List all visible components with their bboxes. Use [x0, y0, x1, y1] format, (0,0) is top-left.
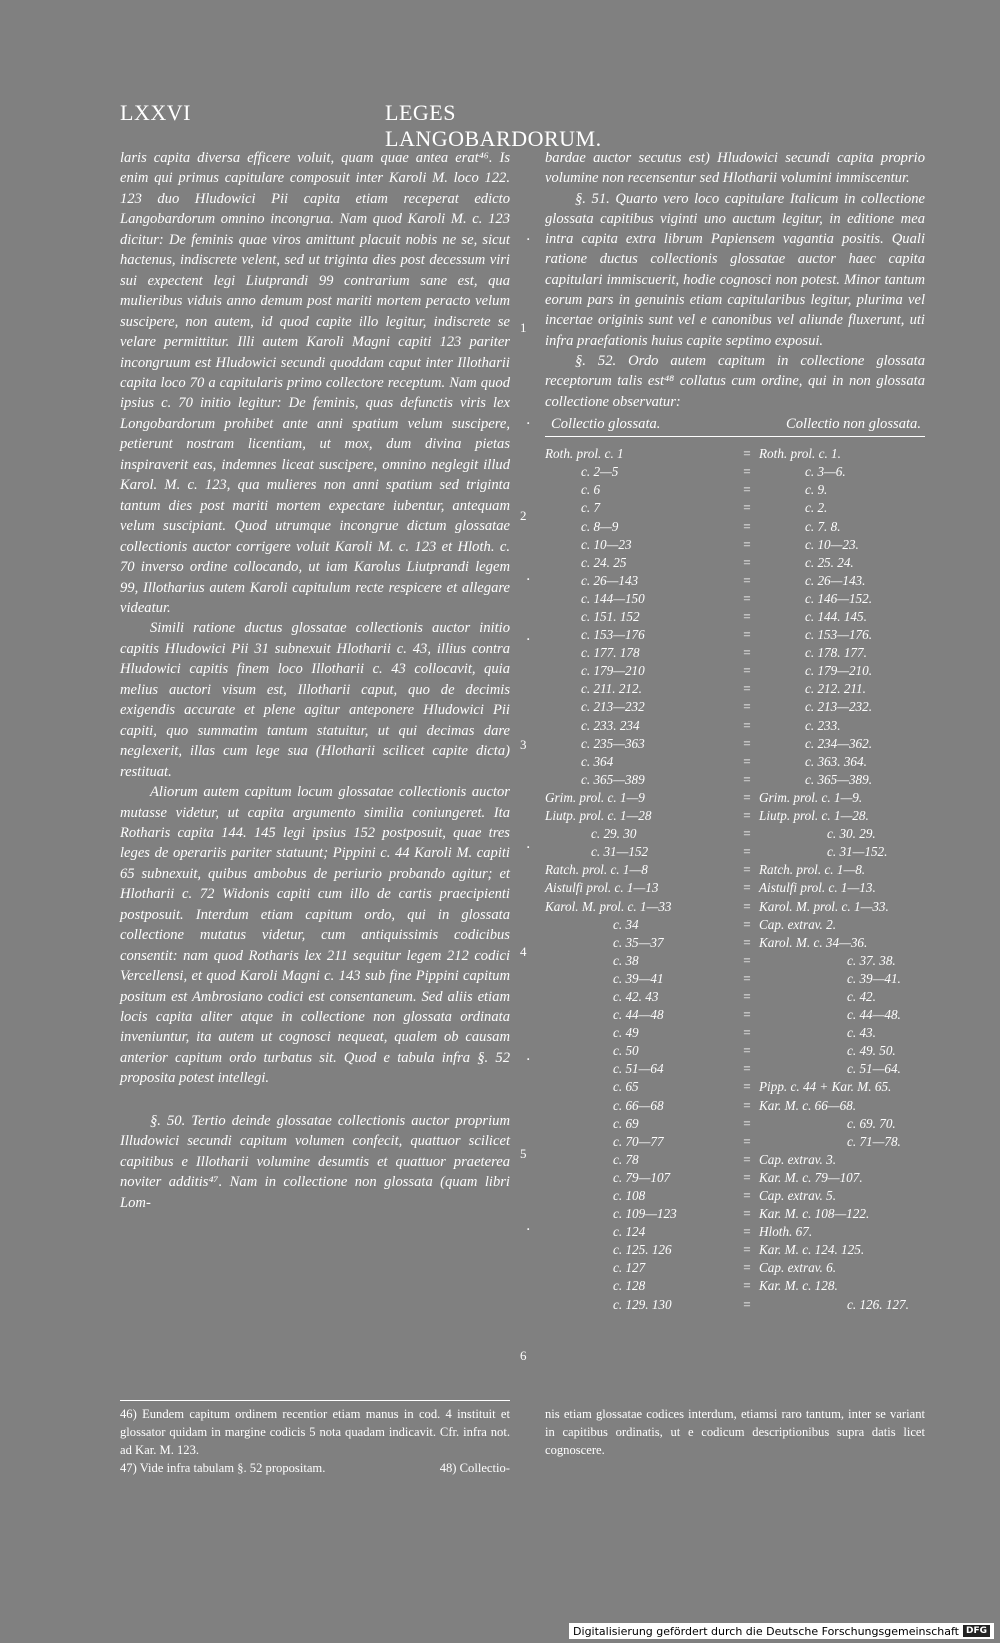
cell-glossata: c. 151. 152 — [581, 609, 640, 624]
equals-sign: = — [743, 1061, 751, 1077]
table-row — [545, 1042, 925, 1060]
collation-table — [545, 445, 925, 1314]
cell-non-glossata: Grim. prol. c. 1—9. — [759, 789, 863, 805]
equals-sign: = — [743, 1079, 751, 1095]
cell-glossata: c. 26—143 — [581, 572, 639, 588]
equals-sign: = — [743, 988, 751, 1004]
cell-glossata: c. 8—9 — [581, 518, 619, 534]
cell-non-glossata: c. 3—6. — [805, 464, 846, 480]
equals-sign: = — [743, 590, 751, 606]
cell-glossata: c. 124 — [613, 1224, 646, 1240]
cell-non-glossata: Kar. M. c. 128. — [759, 1278, 838, 1294]
table-row — [545, 952, 925, 970]
equals-sign: = — [743, 1169, 751, 1185]
cell-non-glossata: c. 7. 8. — [805, 518, 841, 534]
equals-sign: = — [743, 482, 751, 498]
margin-line-numbers: . 1 . 2 . . 3 . 4 . 5 . 6 — [520, 228, 531, 1363]
table-row — [545, 1259, 925, 1277]
cell-glossata: c. 7 — [581, 500, 601, 516]
section-paragraph: §. 52. Ordo autem capitum in collectione glossata receptorum talis est⁴⁸ collatus cum ordine, qui in non glossata collectione observatur: — [545, 352, 925, 410]
equals-sign: = — [743, 717, 751, 733]
equals-sign: = — [743, 554, 751, 570]
equals-sign: = — [743, 572, 751, 588]
margin-number: 4 — [520, 944, 527, 959]
cell-non-glossata: c. 9. — [805, 482, 828, 498]
margin-number: 5 — [520, 1146, 527, 1161]
cell-non-glossata: c. 37. 38. — [847, 952, 896, 968]
cell-glossata: c. 177. 178 — [581, 645, 640, 661]
table-row — [545, 463, 925, 481]
cell-glossata: c. 233. 234 — [581, 717, 640, 733]
table-row — [545, 680, 925, 698]
equals-sign: = — [743, 1242, 751, 1258]
equals-sign: = — [743, 735, 751, 751]
paragraph: laris capita diversa efficere voluit, quam quae antea erat⁴⁶. Is enim qui primus capitulare composuit inter Karoli M. loco 122. 123 duo Hludowici Pii capita etiam receperat edicto Langobardorum omnino incongrua. Nam quod Karoli M. c. 123 dicitur: De feminis quae viros amittunt placuit nobis ne se, sicut hactenus, indiscrete velent, sed ut triginta dies post decessum viri sui expectent legi Liutprandi 99 contrarium sane est, qua mulieribus viduis anno demum post mariti mortem peracto velum suscipere, non autem, id quod capite illo legitur, indiscrete se velare permittitur. Illi autem Karoli Magni capiti 123 pariter incongruum est Hludowici secundi quoddam caput inter Illotharii capita loco 70 a capitularis primo collectore receptum. Nam quod ipsius c. 70 initio legitur: De feminis, quas defunctis viris lex Longobardorum prohibet ante anni spatium velum suscipere, petierunt nostram licentiam, ut mox, dum divina pietas inspiraverit eas, indemnes liceat suscipere, omnino neglegit illud Karol. M. c. 123, qua mulieres non anni spatium sed triginta tantum dies post mariti mortem expectare iubentur, antequam velum suscipiant. Quod utrumque incongrue dictum glossatae collectionis auctor corrigere voluit Karoli M. c. 123 et Hloth. c. 70 inverso ordine collocando, ut iam Karolus Liutprandi legem 99, Illotharius autem Karoli capitulum recte respicere et allegare videatur. — [120, 150, 510, 616]
cell-non-glossata: c. 233. — [805, 717, 841, 733]
equals-sign: = — [743, 862, 751, 878]
equals-sign: = — [743, 627, 751, 643]
cell-glossata: c. 65 — [613, 1079, 639, 1095]
equals-sign: = — [743, 1133, 751, 1149]
equals-sign: = — [743, 518, 751, 534]
right-column — [545, 148, 925, 1314]
equals-sign: = — [743, 681, 751, 697]
cell-glossata: c. 34 — [613, 916, 639, 932]
cell-glossata: c. 235—363 — [581, 735, 645, 751]
margin-number: 2 — [520, 508, 527, 523]
equals-sign: = — [743, 771, 751, 787]
cell-glossata: c. 125. 126 — [613, 1242, 672, 1258]
table-row — [545, 771, 925, 789]
table-row — [545, 898, 925, 916]
footnote-48-continued: nis etiam glossatae codices interdum, etiamsi raro tantum, inter se variant in capitibus ordinatis, ut e codicum descriptionibus supra datis licet cognoscere. — [545, 1407, 925, 1457]
credit-text: Digitalisierung gefördert durch die Deutsche Forschungsgemeinschaft — [573, 1624, 959, 1638]
table-row — [545, 608, 925, 626]
cell-glossata: c. 78 — [613, 1151, 639, 1167]
cell-glossata: c. 364 — [581, 753, 614, 769]
cell-glossata: c. 6 — [581, 482, 601, 498]
section-paragraph: §. 50. Tertio deinde glossatae collectionis auctor proprium Illudowici secundi capitum volumen confecit, quattuor scilicet capitibus e Illotharii volumine desumtis et quattuor praeterea noviter additis⁴⁷. Nam in collectione non glossata (quam libri Lom- — [120, 1112, 510, 1211]
equals-sign: = — [743, 1260, 751, 1276]
page-title: LEGES LANGOBARDORUM. — [385, 100, 602, 151]
paragraph: Simili ratione ductus glossatae collectionis auctor initio capitis Hludowici Pii 31 subnexuit Hlotharii c. 43, illius contra Hludowici capitis finem loco Illotharii c. 43 collocavit, quia melius auctori visum est, Illotharii caput, quo de decimis exigendis accurate et plene agitur anteponere Hludowici Pii capiti, quo summatim tantum statuitur, ut qui decimas dare neglexerit, illas cum lege sua (Hlotharii scilicet capite dicta) restituat. — [120, 620, 510, 780]
cell-glossata: c. 66—68 — [613, 1097, 664, 1113]
running-head — [120, 100, 640, 151]
table-row — [545, 879, 925, 897]
table-row — [545, 1241, 925, 1259]
table-row — [545, 536, 925, 554]
equals-sign: = — [743, 1007, 751, 1023]
table-row — [545, 445, 925, 463]
cell-non-glossata: Karol. M. c. 34—36. — [759, 934, 868, 950]
cell-glossata: c. 79—107 — [613, 1169, 671, 1185]
table-row — [545, 481, 925, 499]
equals-sign: = — [743, 609, 751, 624]
margin-number: 6 — [520, 1348, 527, 1363]
cell-glossata: c. 39—41 — [613, 970, 664, 986]
equals-sign: = — [743, 1278, 751, 1294]
table-row — [545, 861, 925, 879]
cell-non-glossata: Pipp. c. 44 + Kar. M. 65. — [759, 1079, 892, 1095]
cell-non-glossata: c. 179—210. — [805, 663, 873, 679]
table-row — [545, 970, 925, 988]
margin-number: 3 — [520, 737, 527, 752]
cell-non-glossata: c. 71—78. — [847, 1133, 901, 1149]
footnotes-left — [120, 1400, 510, 1477]
cell-glossata: c. 29. 30 — [591, 826, 637, 842]
paragraph: Aliorum autem capitum locum glossatae collectionis auctor mutasse videtur, ut capita argumento similia coniungeret. Ita Rotharis capita 144. 145 legi ipsius 152 postposuit, quae tres leges de operariis pariter statuunt; Pippini c. 44 Karoli M. capiti 65 subnexuit, quibus ambobus de periurio probando agitur; et Hlotharii c. 72 Widonis capiti cum illo de cartis praecipienti postposuit. Interdum etiam capitum ordo, qui in glossata collectione mutatus videtur, cum antiquissimis codicibus consentit: nam quod Rotharis lex 211 sequitur legem 212 codici Vercellensi, et quod Karoli Magni c. 143 sub fine Pippini capitum positum est Ambrosiano codici est consentaneum. Sed aliis etiam locis capita aliter atque in collectione non glossata ordinata inveniuntur, ita autem ut cognosci nequeat, qualem ob causam anterior capitum ordo turbatus sit. Quod e tabula infra §. 52 proposita potest intellegi. — [120, 784, 510, 1087]
margin-number: 1 — [520, 320, 527, 335]
cell-non-glossata: c. 51—64. — [847, 1061, 901, 1077]
table-row — [545, 789, 925, 807]
equals-sign: = — [743, 880, 751, 896]
table-row — [545, 572, 925, 590]
equals-sign: = — [743, 1151, 751, 1167]
cell-non-glossata: Karol. M. prol. c. 1—33. — [759, 898, 889, 914]
table-row — [545, 1169, 925, 1187]
footnote-48: 48) Collectio- — [439, 1461, 510, 1475]
cell-glossata: c. 50 — [613, 1043, 639, 1059]
table-row — [545, 1060, 925, 1078]
cell-glossata: c. 213—232 — [581, 699, 645, 715]
cell-non-glossata: c. 30. 29. — [827, 826, 876, 842]
cell-glossata: c. 31—152 — [591, 844, 649, 860]
cell-non-glossata: Cap. extrav. 2. — [759, 916, 837, 932]
equals-sign: = — [743, 753, 751, 769]
cell-non-glossata: c. 146—152. — [805, 590, 873, 606]
cell-non-glossata: c. 69. 70. — [847, 1115, 896, 1131]
dfg-logo-icon: DFG — [963, 1625, 990, 1637]
equals-sign: = — [743, 916, 751, 932]
cell-non-glossata: c. 144. 145. — [805, 609, 867, 624]
cell-glossata: c. 70—77 — [613, 1133, 664, 1149]
table-row — [545, 662, 925, 680]
cell-non-glossata: c. 126. 127. — [847, 1296, 909, 1312]
cell-glossata: Aistulfi prol. c. 1—13 — [545, 880, 659, 896]
footnotes-right — [545, 1405, 925, 1459]
cell-glossata: c. 51—64 — [613, 1061, 664, 1077]
table-row — [545, 1097, 925, 1115]
cell-non-glossata: c. 31—152. — [827, 844, 888, 860]
cell-glossata: c. 179—210 — [581, 663, 645, 679]
cell-non-glossata: c. 25. 24. — [805, 554, 854, 570]
table-row — [545, 753, 925, 771]
table-row — [545, 843, 925, 861]
cell-glossata: Grim. prol. c. 1—9 — [545, 789, 645, 805]
equals-sign: = — [743, 952, 751, 968]
table-row — [545, 554, 925, 572]
cell-glossata: Liutp. prol. c. 1—28 — [545, 808, 652, 824]
cell-glossata: c. 10—23 — [581, 536, 632, 552]
table-row — [545, 698, 925, 716]
cell-non-glossata: Liutp. prol. c. 1—28. — [759, 808, 869, 824]
equals-sign: = — [743, 645, 751, 661]
table-row — [545, 1205, 925, 1223]
equals-sign: = — [743, 446, 751, 462]
table-row — [545, 644, 925, 662]
cell-non-glossata: c. 363. 364. — [805, 753, 867, 769]
table-header — [545, 414, 925, 437]
table-row — [545, 1078, 925, 1096]
cell-non-glossata: c. 42. — [847, 988, 876, 1004]
digitization-credit — [569, 1623, 994, 1639]
cell-non-glossata: Kar. M. c. 108—122. — [759, 1206, 870, 1222]
column-header-glossata: Collectio glossata. — [551, 415, 661, 432]
equals-sign: = — [743, 663, 751, 679]
cell-non-glossata: c. 43. — [847, 1025, 876, 1041]
cell-glossata: c. 108 — [613, 1188, 646, 1203]
table-row — [545, 807, 925, 825]
equals-sign: = — [743, 808, 751, 824]
table-row — [545, 1024, 925, 1042]
table-row — [545, 988, 925, 1006]
table-row — [545, 1187, 925, 1205]
cell-non-glossata: c. 2. — [805, 500, 828, 516]
cell-non-glossata: Aistulfi prol. c. 1—13. — [759, 880, 876, 896]
cell-glossata: c. 128 — [613, 1278, 646, 1294]
equals-sign: = — [743, 1296, 751, 1312]
cell-glossata: c. 144—150 — [581, 590, 645, 606]
cell-glossata: c. 49 — [613, 1025, 639, 1041]
cell-non-glossata: c. 365—389. — [805, 771, 873, 787]
cell-glossata: c. 365—389 — [581, 771, 645, 787]
equals-sign: = — [743, 1224, 751, 1240]
left-column — [120, 148, 510, 1213]
equals-sign: = — [743, 1025, 751, 1041]
cell-glossata: c. 35—37 — [613, 934, 664, 950]
table-row — [545, 518, 925, 536]
cell-non-glossata: c. 178. 177. — [805, 645, 867, 661]
cell-non-glossata: Kar. M. c. 124. 125. — [759, 1242, 865, 1258]
equals-sign: = — [743, 1115, 751, 1131]
cell-non-glossata: c. 153—176. — [805, 627, 873, 643]
cell-non-glossata: c. 39—41. — [847, 970, 901, 986]
table-row — [545, 1151, 925, 1169]
cell-glossata: c. 38 — [613, 952, 639, 968]
cell-non-glossata: Hloth. 67. — [759, 1224, 813, 1240]
table-row — [545, 934, 925, 952]
table-row — [545, 1296, 925, 1314]
table-row — [545, 1277, 925, 1295]
equals-sign: = — [743, 1206, 751, 1222]
cell-glossata: c. 42. 43 — [613, 988, 659, 1004]
cell-glossata: c. 109—123 — [613, 1206, 677, 1222]
table-row — [545, 499, 925, 517]
cell-glossata: c. 24. 25 — [581, 554, 627, 570]
cell-non-glossata: c. 212. 211. — [805, 681, 866, 697]
table-row — [545, 825, 925, 843]
cell-glossata: c. 69 — [613, 1115, 639, 1131]
cell-non-glossata: c. 26—143. — [805, 572, 866, 588]
table-row — [545, 717, 925, 735]
cell-non-glossata: Kar. M. c. 66—68. — [759, 1097, 857, 1113]
cell-glossata: c. 153—176 — [581, 627, 645, 643]
equals-sign: = — [743, 536, 751, 552]
cell-non-glossata: Ratch. prol. c. 1—8. — [759, 862, 866, 878]
cell-glossata: c. 211. 212. — [581, 681, 642, 697]
footnote-47: 47) Vide infra tabulam §. 52 propositam. — [120, 1461, 326, 1475]
cell-non-glossata: Kar. M. c. 79—107. — [759, 1169, 863, 1185]
cell-non-glossata: c. 49. 50. — [847, 1043, 896, 1059]
cell-glossata: Karol. M. prol. c. 1—33 — [545, 898, 672, 914]
table-row — [545, 1223, 925, 1241]
cell-glossata: c. 129. 130 — [613, 1296, 672, 1312]
equals-sign: = — [743, 699, 751, 715]
equals-sign: = — [743, 970, 751, 986]
equals-sign: = — [743, 1097, 751, 1113]
equals-sign: = — [743, 500, 751, 516]
cell-non-glossata: Cap. extrav. 6. — [759, 1260, 837, 1276]
equals-sign: = — [743, 1043, 751, 1059]
equals-sign: = — [743, 934, 751, 950]
table-row — [545, 1006, 925, 1024]
cell-glossata: c. 2—5 — [581, 464, 619, 480]
equals-sign: = — [743, 789, 751, 805]
cell-non-glossata: Roth. prol. c. 1. — [759, 446, 841, 462]
table-row — [545, 1133, 925, 1151]
cell-glossata: c. 44—48 — [613, 1007, 664, 1023]
table-row — [545, 590, 925, 608]
section-paragraph: §. 51. Quarto vero loco capitulare Italicum in collectione glossata capitibus viginti uno auctum legitur, in editione mea intra capita extra librum Papiensem vagantia positis. Quali ratione ductus collectionis glossatae auctor haec capita capitulari immiscuerit, hodie cognosci non potest. Minor tantum eorum pars in genuinis etiam capitularibus legitur, plurima vel incertae originis sunt vel e canonibus vel aliunde fluxerunt, uti infra praefationis huius capite septimo exposui. — [545, 190, 925, 349]
cell-non-glossata: Cap. extrav. 5. — [759, 1188, 837, 1203]
cell-glossata: Roth. prol. c. 1 — [545, 446, 624, 462]
equals-sign: = — [743, 826, 751, 842]
table-row — [545, 626, 925, 644]
equals-sign: = — [743, 1188, 751, 1203]
cell-non-glossata: Cap. extrav. 3. — [759, 1151, 837, 1167]
cell-non-glossata: c. 10—23. — [805, 536, 859, 552]
page-number: LXXVI — [120, 100, 191, 125]
table-row — [545, 916, 925, 934]
cell-non-glossata: c. 44—48. — [847, 1007, 901, 1023]
table-row — [545, 735, 925, 753]
equals-sign: = — [743, 898, 751, 914]
column-header-non-glossata: Collectio non glossata. — [786, 415, 921, 432]
cell-non-glossata: c. 234—362. — [805, 735, 873, 751]
cell-non-glossata: c. 213—232. — [805, 699, 873, 715]
table-row — [545, 1115, 925, 1133]
paragraph: bardae auctor secutus est) Hludowici secundi capita proprio volumine non recensentur sed Hlotharii volumini immiscentur. — [545, 150, 925, 187]
equals-sign: = — [743, 844, 751, 860]
footnote-46: 46) Eundem capitum ordinem recentior etiam manus in cod. 4 instituit et glossator quidam in margine codicis 5 nota quadam indicavit. Cfr. infra not. ad Kar. M. 123. — [120, 1407, 510, 1457]
equals-sign: = — [743, 464, 751, 480]
cell-glossata: c. 127 — [613, 1260, 646, 1276]
cell-glossata: Ratch. prol. c. 1—8 — [545, 862, 648, 878]
